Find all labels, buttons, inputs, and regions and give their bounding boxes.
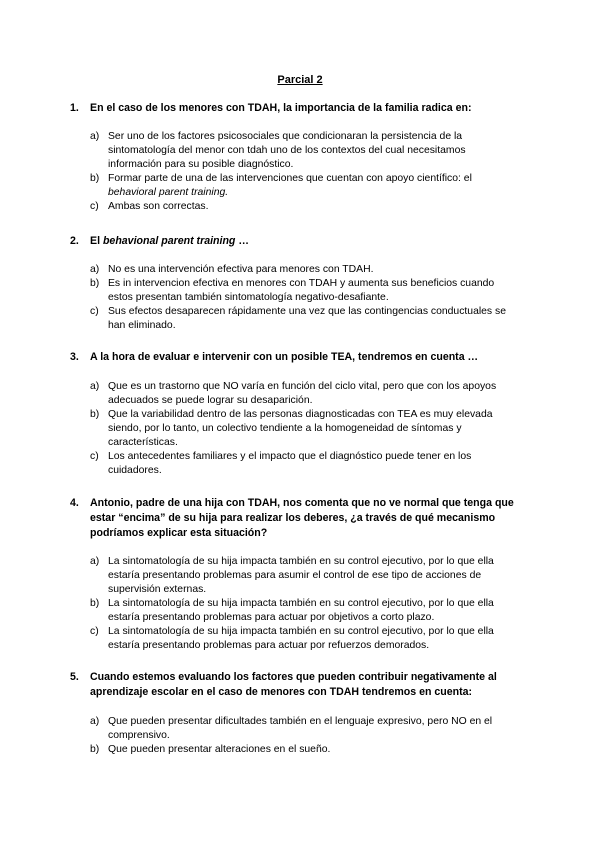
question-number: 4. [70,497,79,509]
question-3-options [90,380,520,478]
option-letter: a) [90,131,100,142]
option-text: Sus efectos desaparecen rápidamente una vez que las contingencias conductuales se han eliminado. [108,306,506,331]
question-2-options [90,263,520,333]
question-text-end: … [235,235,249,247]
option-letter: b) [90,598,100,609]
option-a [90,380,520,408]
option-a [90,555,520,597]
question-1-options [90,130,520,214]
option-b [90,597,520,625]
option-a [90,263,520,277]
option-a [90,130,520,172]
question-4-options [90,555,520,653]
question-5 [70,670,530,700]
option-text: La sintomatología de su hija impacta también en su control ejecutivo, por lo que ella estaría presentando problemas para actuar por objetivos a corto plazo. [108,598,494,623]
option-c [90,200,520,214]
option-b [90,277,520,305]
option-b [90,172,520,200]
question-text: Cuando estemos evaluando los factores que pueden contribuir negativamente al aprendizaje escolar en el caso de menores con TDAH tendremos en cuenta: [90,671,497,698]
option-letter: b) [90,173,100,184]
option-text: No es una intervención efectiva para menores con TDAH. [108,264,374,275]
option-b [90,743,520,757]
question-text: En el caso de los menores con TDAH, la importancia de la familia radica en: [90,102,472,114]
question-number: 5. [70,671,79,683]
option-text: Es in intervencion efectiva en menores con TDAH y aumenta sus beneficios cuando estos presentan también sintomatología negativo-desafiante. [108,278,495,303]
question-3 [70,350,530,365]
option-text: La sintomatología de su hija impacta también en su control ejecutivo, por lo que ella estaría presentando problemas para asumir el control de ese tipo de acciones de supervisión externas. [108,556,494,595]
option-letter: a) [90,264,100,275]
option-letter: b) [90,409,100,420]
page-title: Parcial 2 [277,74,323,86]
question-text: El [90,235,103,247]
question-1 [70,101,530,116]
question-4 [70,496,530,541]
question-text: A la hora de evaluar e intervenir con un posible TEA, tendremos en cuenta … [90,351,479,363]
option-text: Formar parte de una de las intervenciones que cuentan con apoyo científico: el [108,173,472,184]
option-letter: c) [90,306,99,317]
option-letter: b) [90,744,100,755]
option-text: Ambas son correctas. [108,201,209,212]
question-text: Antonio, padre de una hija con TDAH, nos comenta que no ve normal que tenga que estar “encima” de su hija para realizar los deberes, ¿a través de qué mecanismo podríamos explicar esta situación? [90,497,514,539]
option-c [90,305,520,333]
option-letter: b) [90,278,100,289]
option-text: Que pueden presentar alteraciones en el sueño. [108,744,331,755]
option-text: Los antecedentes familiares y el impacto que el diagnóstico puede tener en los cuidadores. [108,451,472,476]
option-c [90,625,520,653]
question-2 [70,234,530,249]
question-number: 1. [70,102,79,114]
option-c [90,450,520,478]
option-text: Que es un trastorno que NO varía en función del ciclo vital, pero que con los apoyos adecuados se puede lograr su desaparición. [108,381,497,406]
option-text: Que pueden presentar dificultades también en el lenguaje expresivo, pero NO en el comprensivo. [108,716,493,741]
option-text: Ser uno de los factores psicosociales que condicionaran la persistencia de la sintomatología del menor con tdah uno de los contextos del cual necesitamos información para su posible diagnóstico. [108,131,466,170]
option-text-italic: behavioral parent training. [108,187,229,198]
question-number: 3. [70,351,79,363]
option-letter: c) [90,626,99,637]
option-letter: a) [90,381,100,392]
option-letter: c) [90,201,99,212]
option-letter: a) [90,556,100,567]
option-b [90,408,520,450]
question-number: 2. [70,235,79,247]
option-letter: c) [90,451,99,462]
option-a [90,715,520,743]
question-text-italic: behavional parent training [102,235,236,247]
option-letter: a) [90,716,100,727]
question-5-options [90,715,520,757]
option-text: Que la variabilidad dentro de las personas diagnosticadas con TEA es muy elevada siendo, por lo tanto, un colectivo tendiente a la homogeneidad de síntomas y características. [108,409,493,448]
option-text: La sintomatología de su hija impacta también en su control ejecutivo, por lo que ella estaría presentando problemas para actuar por refuerzos demorados. [108,626,494,651]
